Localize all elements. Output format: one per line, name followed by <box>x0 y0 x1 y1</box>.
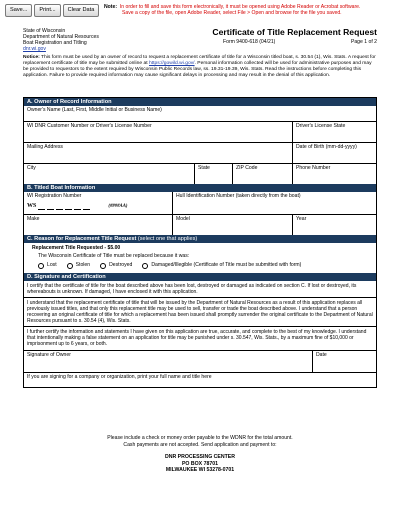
phone-label: Phone Number <box>296 165 331 171</box>
note-label: Note: <box>104 4 118 10</box>
ws-letter-blank <box>74 205 81 210</box>
company-name-label: If you are signing for a company or organization, print your full name and title here <box>27 373 212 380</box>
company-row <box>24 372 376 387</box>
hull-id-label: Hull Identification Number (taken directly from the boat) <box>176 193 301 199</box>
year-field[interactable] <box>292 215 376 235</box>
radio-stolen[interactable] <box>67 263 73 269</box>
model-field[interactable] <box>172 215 292 235</box>
reason-damaged-label: Damaged/Illegible (Certificate of Title must be submitted with form) <box>151 261 302 268</box>
reason-options <box>38 263 368 269</box>
reason-stolen-label: Stolen <box>75 261 91 268</box>
reason-lost-option[interactable] <box>38 263 57 269</box>
certification-para-1: I certify that the certificate of title for the boat described above has been lost, destroyed or damaged as indicated on section C. If lost or destroyed, its whereabouts is unknown. If damaged, I have enclosed it with this application. <box>27 282 357 295</box>
signature-field[interactable] <box>24 351 312 372</box>
adobe-note <box>104 4 396 16</box>
mailing-address-block <box>23 454 377 473</box>
note-line-1: In order to fill and save this form electronically, it must be opened using Adobe Reader or Acrobat software. <box>119 4 361 10</box>
make-label: Make <box>27 216 40 222</box>
make-field[interactable] <box>24 215 172 235</box>
radio-damaged[interactable] <box>142 263 148 269</box>
company-name-field[interactable] <box>24 373 376 387</box>
reason-block <box>24 243 376 273</box>
registration-number-field[interactable] <box>24 192 172 214</box>
owner-name-row <box>24 106 376 121</box>
toolbar <box>5 4 99 17</box>
reason-stolen-option[interactable] <box>67 263 90 269</box>
dob-label: Date of Birth (mm-dd-yyyy) <box>296 144 357 150</box>
address-line-2: PO BOX 78701 <box>181 460 219 467</box>
owner-name-field[interactable] <box>24 106 376 121</box>
note-line-2: Save a copy of the file, open Adobe Reader, select File > Open and browse for the file you saved. <box>122 10 342 17</box>
model-label: Model <box>176 216 190 222</box>
ws-digit-blank <box>65 205 72 210</box>
ws-digit-blank <box>56 205 63 210</box>
state-field[interactable] <box>194 164 232 184</box>
notice-label: Notice: <box>23 55 40 60</box>
mailing-address-field[interactable] <box>24 143 292 163</box>
ws-prefix: WS <box>27 203 37 209</box>
gowild-link[interactable]: https://gowild.wi.gov/ <box>148 61 195 67</box>
print-button[interactable]: Print... <box>34 4 60 17</box>
reason-damaged-option[interactable] <box>142 263 301 269</box>
registration-number-label: WI Registration Number <box>27 193 82 199</box>
make-row <box>24 214 376 235</box>
signature-label: Signature of Owner <box>27 351 71 358</box>
zip-label: ZIP Code <box>236 165 258 171</box>
phone-field[interactable] <box>292 164 376 184</box>
fee-label: Replacement Title Requested - $5.00 <box>32 245 121 251</box>
reason-destroyed-option[interactable] <box>100 263 132 269</box>
section-b-heading: B. Titled Boat Information <box>24 184 376 192</box>
certification-para-2: I understand that the replacement certificate of title that will be issued by the Department of Natural Resources as a result of this application replaces all previously issued titles, and that only this replacement title may be used to sell, transfer or trade the boat described above. I understand that a person recovering an original certificate of title for which a replacement has been issued shall promptly surrender the original certificate to the Department of Natural Resources pursuant to s. 30.54 (4), Wis. Stats. <box>24 297 376 326</box>
section-d-heading: D. Signature and Certification <box>24 273 376 281</box>
reason-destroyed-label: Destroyed <box>109 261 133 268</box>
radio-lost[interactable] <box>38 263 44 269</box>
certification-para-3: I further certify the information and statements I have given on this application are true, accurate, and complete to the best of my knowledge. I understand that intentionally making a false statement on an application for title may be punished under s. 30.547, Wis. Stats., by a maximum fine of $10,000 or imprisonment up to 6 years, or both. <box>24 326 376 349</box>
form-body <box>23 97 377 388</box>
form-header <box>23 28 377 54</box>
agency-state: State of Wisconsin <box>23 28 66 34</box>
form-title: Certificate of Title Replacement Request <box>212 27 377 37</box>
agency-department: Department of Natural Resources <box>23 34 99 41</box>
save-button[interactable]: Save... <box>5 4 32 17</box>
form-number: Form 9400-618 (04/21) <box>223 39 276 45</box>
radio-destroyed[interactable] <box>100 263 106 269</box>
section-a-heading: A. Owner of Record Information <box>24 98 376 106</box>
hull-id-field[interactable] <box>172 192 376 214</box>
payment-line-1: Please include a check or money order payable to the WDNR for the total amount. <box>107 435 293 441</box>
reason-prompt: The Wisconsin Certificate of Title must be replaced because it was: <box>38 252 190 259</box>
customer-number-field[interactable] <box>24 122 292 142</box>
date-field[interactable] <box>312 351 376 372</box>
notice-text-2: . Personal information collected will be used for administrative purposes and may be provided to requestors to the extent required by Wisconsin Public Records law, ss. 19.31-19.39, Wis. Stats. Read the instructions before completing this application. Failure to provide required information may cause significant delays in processing and may result in the denial of this application. <box>23 61 372 79</box>
agency-block <box>23 28 99 52</box>
section-c-heading <box>24 235 376 243</box>
ws-number-entry <box>27 203 128 210</box>
address-row <box>24 142 376 163</box>
customer-number-label: WI DNR Customer Number or Driver's License Number <box>27 123 152 129</box>
state-label: State <box>198 165 210 171</box>
date-label: Date <box>316 351 327 358</box>
customer-number-row <box>24 121 376 142</box>
website-link[interactable]: dnr.wi.gov <box>23 46 46 53</box>
mailing-address-label: Mailing Address <box>27 144 63 150</box>
city-label: City <box>27 165 36 171</box>
page-number: Page 1 of 2 <box>350 39 377 45</box>
year-label: Year <box>296 216 307 222</box>
clear-data-button[interactable]: Clear Data <box>63 4 100 17</box>
address-line-3: MILWAUKEE WI 53278-0701 <box>165 467 235 473</box>
registration-row <box>24 192 376 214</box>
dl-state-field[interactable] <box>292 122 376 142</box>
payment-line-2: Cash payments are not accepted. Send application and payment to: <box>123 441 277 448</box>
payment-instructions <box>23 435 377 473</box>
ws-digit-blank <box>47 205 54 210</box>
zip-field[interactable] <box>232 164 292 184</box>
notice-paragraph <box>23 55 377 79</box>
owner-name-label: Owner's Name (Last, First, Middle Initial or Business Name) <box>27 107 162 113</box>
city-row <box>24 163 376 184</box>
address-line-1: DNR PROCESSING CENTER <box>164 454 236 461</box>
reason-lost-label: Lost <box>47 261 57 268</box>
notice-text-1: This form must be used by an owner of record to request a replacement certificate of title for a Wisconsin titled boat, s. 30.54 (1), Wis. Stats. A request for replacement certificate of title may be submitted online at <box>23 55 376 67</box>
signature-row <box>24 350 376 372</box>
agency-unit: Boat Registration and Titling <box>23 40 87 47</box>
dob-field[interactable] <box>292 143 376 163</box>
ws-digit-blank <box>38 205 45 210</box>
section-c-title: C. Reason for Replacement Title Request <box>27 236 137 242</box>
city-field[interactable] <box>24 164 194 184</box>
section-c-note: (select one that applies) <box>136 236 198 242</box>
ws-letter-blank <box>83 205 90 210</box>
dl-state-label: Driver's License State <box>296 123 346 129</box>
ws-format-hint: (####AA) <box>108 204 128 210</box>
